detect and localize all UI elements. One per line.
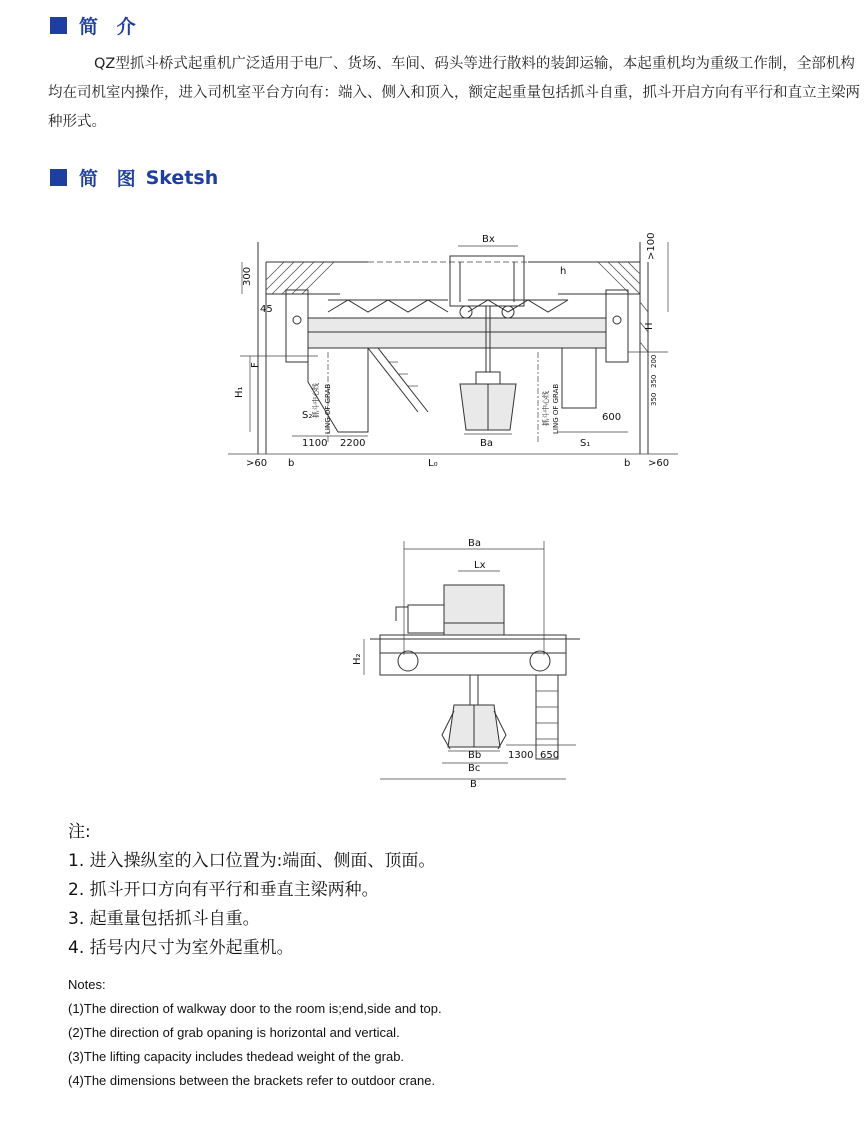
left-wall-hatch [266, 262, 334, 294]
notes-en-title: Notes: [68, 977, 106, 992]
label-bx: Bx [482, 234, 495, 245]
label-Ba: Ba [480, 438, 493, 449]
notes-en-item: (2)The direction of grab opaning is horizontal and vertical. [68, 1025, 400, 1040]
label-45: 45 [260, 304, 273, 315]
label-2200: 2200 [340, 438, 366, 449]
notes-zh-item: 1. 进入操纵室的入口位置为:端面、侧面、顶面。 [68, 851, 436, 871]
label-S1: S₁ [580, 438, 591, 449]
label-gt100: >100 [646, 232, 657, 260]
intro-heading [50, 12, 142, 39]
label-grab-right-en: LING OF GRAB [552, 383, 560, 434]
label-S2: S₂ [302, 410, 313, 421]
notes-en-item: (3)The lifting capacity includes thedead weight of the grab. [68, 1049, 405, 1064]
side-label-650: 650 [540, 750, 560, 761]
label-gt60-right: >60 [648, 458, 670, 467]
label-gt60-left: >60 [246, 458, 268, 467]
side-label-Bb: Bb [468, 750, 482, 761]
label-grab-right-zh: 抓斗中心线 [542, 391, 550, 426]
label-300: 300 [242, 266, 253, 286]
side-label-Lx: Lx [474, 560, 486, 571]
crane-elevation-drawing [228, 222, 678, 467]
label-200: 200 [650, 354, 658, 368]
notes-zh-title: 注: [68, 822, 91, 842]
label-L0: L₀ [428, 458, 438, 467]
sketch-heading-en: Sketsh [145, 166, 219, 189]
label-350b: 350 [650, 392, 658, 406]
square-bullet-icon [50, 17, 67, 34]
label-b-left: b [288, 458, 295, 467]
label-1100: 1100 [302, 438, 328, 449]
side-label-Bc: Bc [468, 763, 481, 774]
label-350a: 350 [650, 374, 658, 388]
intro-text: QZ型抓斗桥式起重机广泛适用于电厂、货场、车间、码头等进行散料的装卸运输，本起重机均为重级工作制，全部机构均在司机室内操作，进入司机室平台方向有：端入、侧入和顶入，额定起重量包括抓斗自重，抓斗开启方向有平行和直立主梁两种形式。 [48, 56, 860, 130]
side-label-B: B [470, 779, 477, 790]
square-bullet-icon [50, 169, 67, 186]
notes-chinese [68, 818, 435, 963]
label-h: h [560, 266, 567, 277]
notes-en-item: (1)The direction of walkway door to the room is;end,side and top. [68, 1001, 442, 1016]
label-H: H [644, 322, 655, 330]
intro-heading-text: 简 介 [79, 16, 142, 38]
sketch-heading [50, 164, 218, 191]
label-grab-left-zh: 抓斗中心线 [312, 383, 320, 418]
label-F: F [250, 362, 261, 368]
label-b-right: b [624, 458, 631, 467]
notes-english [68, 973, 442, 1093]
notes-zh-item: 2. 抓斗开口方向有平行和垂直主梁两种。 [68, 880, 379, 900]
side-label-1300: 1300 [508, 750, 534, 761]
label-600: 600 [602, 412, 622, 423]
side-label-Ba: Ba [468, 538, 481, 549]
notes-zh-item: 3. 起重量包括抓斗自重。 [68, 909, 260, 929]
notes-zh-item: 4. 括号内尺寸为室外起重机。 [68, 938, 294, 958]
intro-paragraph [48, 50, 860, 137]
label-H1: H₁ [234, 386, 245, 398]
sketch-heading-text: 简 图 [79, 168, 142, 190]
label-grab-left-en: LING OF GRAB [324, 383, 332, 434]
crane-side-drawing [350, 535, 590, 795]
notes-en-item: (4)The dimensions between the brackets refer to outdoor crane. [68, 1073, 436, 1088]
side-label-H2: H₂ [352, 653, 363, 665]
